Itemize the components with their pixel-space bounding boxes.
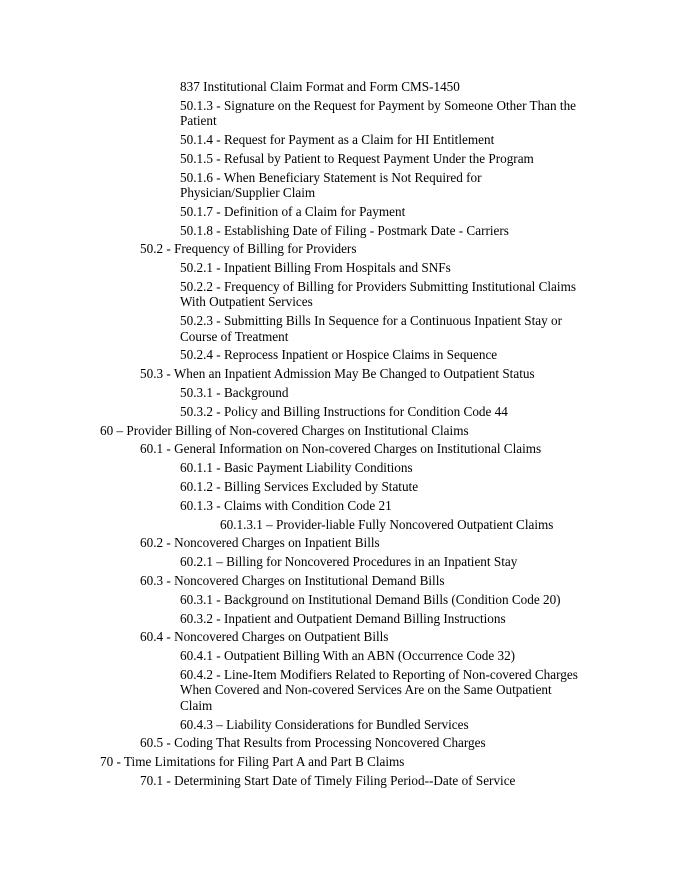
toc-entry[interactable]: 50.2.2 - Frequency of Billing for Providers Submitting Institutional Claims With Outpatient Services	[180, 278, 576, 310]
toc-entry[interactable]: 60.4.2 - Line-Item Modifiers Related to Reporting of Non-covered Charges When Covered and Non-covered Services Are on the Same Outpatient Claim	[180, 666, 578, 713]
toc-entry[interactable]: 60.1.2 - Billing Services Excluded by Statute	[180, 478, 419, 494]
toc-entry[interactable]: 70 - Time Limitations for Filing Part A and Part B Claims	[100, 754, 405, 770]
toc-entry[interactable]: 60 – Provider Billing of Non-covered Charges on Institutional Claims	[100, 422, 469, 438]
toc-entry[interactable]: 50.1.7 - Definition of a Claim for Payment	[180, 203, 406, 219]
toc-entry[interactable]: 60.2.1 – Billing for Noncovered Procedures in an Inpatient Stay	[180, 554, 518, 570]
toc-entry[interactable]: 50.1.5 - Refusal by Patient to Request Payment Under the Program	[180, 150, 534, 166]
toc-entry[interactable]: 60.4.3 – Liability Considerations for Bundled Services	[180, 716, 469, 732]
toc-entry[interactable]: 50.2.4 - Reprocess Inpatient or Hospice Claims in Sequence	[180, 347, 498, 363]
table-of-contents	[0, 79, 680, 788]
toc-entry[interactable]: 50.1.3 - Signature on the Request for Payment by Someone Other Than the Patient	[180, 97, 577, 129]
toc-entry[interactable]: 50.1.4 - Request for Payment as a Claim for HI Entitlement	[180, 132, 495, 147]
toc-entry[interactable]: 60.1.3 - Claims with Condition Code 21	[180, 497, 392, 513]
toc-entry[interactable]: 50.2 - Frequency of Billing for Providers	[140, 241, 357, 257]
toc-entry[interactable]: 50.2.3 - Submitting Bills In Sequence for a Continuous Inpatient Stay or Course of Treatment	[180, 313, 563, 344]
toc-entry[interactable]: 60.1.3.1 – Provider-liable Fully Noncovered Outpatient Claims	[220, 516, 554, 532]
toc-entry[interactable]: 60.1.1 - Basic Payment Liability Conditions	[180, 460, 413, 476]
toc-entry[interactable]: 50.3 - When an Inpatient Admission May Be Changed to Outpatient Status	[140, 366, 535, 382]
toc-entry[interactable]: 60.5 - Coding That Results from Processing Noncovered Charges	[140, 735, 486, 751]
toc-entry[interactable]: 50.1.6 - When Beneficiary Statement is Not Required for Physician/Supplier Claim	[180, 169, 482, 200]
toc-entry[interactable]: 50.2.1 - Inpatient Billing From Hospitals and SNFs	[180, 260, 451, 276]
toc-entry[interactable]: 60.4 - Noncovered Charges on Outpatient Bills	[140, 629, 389, 645]
toc-entry[interactable]: 60.3 - Noncovered Charges on Institutional Demand Bills	[140, 572, 445, 588]
toc-entry[interactable]: 60.2 - Noncovered Charges on Inpatient Bills	[140, 535, 380, 551]
toc-entry[interactable]: 50.1.8 - Establishing Date of Filing - Postmark Date - Carriers	[180, 222, 509, 238]
toc-entry[interactable]: 60.3.1 - Background on Institutional Demand Bills (Condition Code 20)	[180, 591, 561, 607]
toc-entry[interactable]: 50.3.1 - Background	[180, 384, 289, 400]
toc-entry[interactable]: 60.3.2 - Inpatient and Outpatient Demand Billing Instructions	[180, 610, 506, 626]
toc-entry[interactable]: 70.1 - Determining Start Date of Timely Filing Period--Date of Service	[140, 772, 516, 788]
toc-entry[interactable]: 60.1 - General Information on Non-covered Charges on Institutional Claims	[140, 441, 542, 457]
toc-entry[interactable]: 50.3.2 - Policy and Billing Instructions for Condition Code 44	[180, 403, 508, 419]
toc-entry[interactable]: 837 Institutional Claim Format and Form CMS-1450	[180, 79, 460, 94]
toc-entry[interactable]: 60.4.1 - Outpatient Billing With an ABN (Occurrence Code 32)	[180, 648, 516, 664]
